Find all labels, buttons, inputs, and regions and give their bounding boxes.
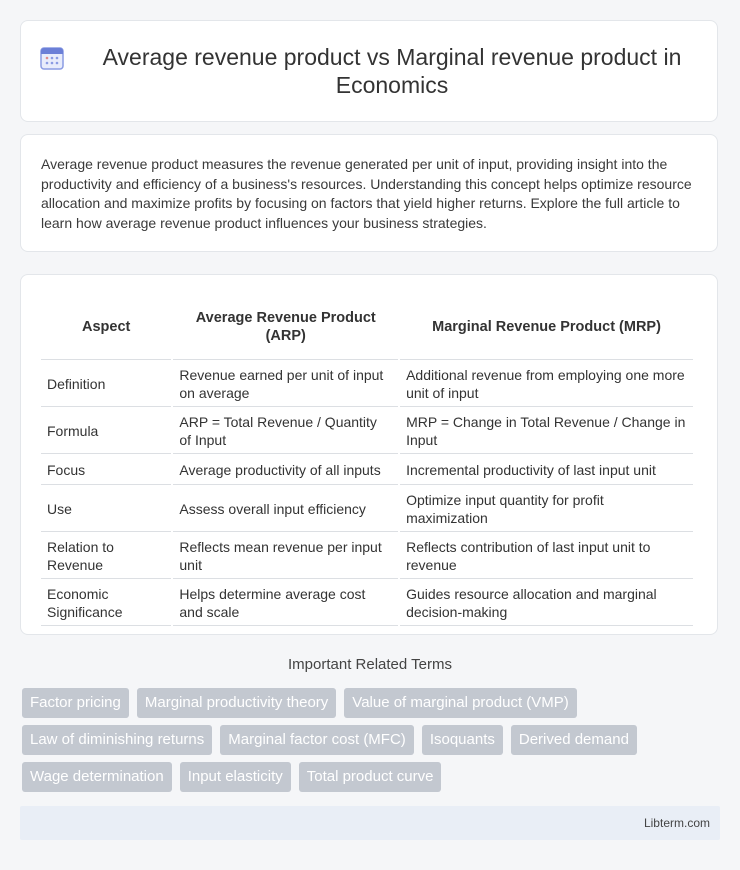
table-cell-arp: Assess overall input efficiency: [173, 487, 398, 532]
comparison-table: [39, 293, 695, 628]
table-cell-mrp: Optimize input quantity for profit maximization: [400, 487, 693, 532]
tag-wage-determination[interactable]: Wage determination: [22, 762, 172, 792]
tag-row: [22, 688, 722, 718]
table-row: [41, 456, 693, 485]
table-cell-aspect: Formula: [41, 409, 171, 454]
tag-row: [22, 762, 722, 792]
tag-marginal-factor-cost[interactable]: Marginal factor cost (MFC): [220, 725, 414, 755]
footer-site-link[interactable]: Libterm.com: [643, 816, 710, 830]
page-title: Average revenue product vs Marginal revenue product in Economics: [102, 44, 682, 98]
intro-card: [20, 134, 718, 252]
tag-total-product-curve[interactable]: Total product curve: [299, 762, 442, 792]
table-cell-mrp: Guides resource allocation and marginal decision-making: [400, 581, 693, 626]
footer: [20, 806, 720, 840]
table-cell-arp: Reflects mean revenue per input unit: [173, 534, 398, 579]
table-cell-aspect: Economic Significance: [41, 581, 171, 626]
tag-law-of-diminishing-returns[interactable]: Law of diminishing returns: [22, 725, 212, 755]
table-header-row: [41, 295, 693, 360]
comparison-table-card: [20, 274, 718, 635]
table-row: [41, 534, 693, 579]
table-row: [41, 581, 693, 626]
tag-row: [22, 725, 722, 755]
table-cell-arp: ARP = Total Revenue / Quantity of Input: [173, 409, 398, 454]
table-cell-arp: Average productivity of all inputs: [173, 456, 398, 485]
header-aspect: Aspect: [41, 295, 171, 360]
table-row: [41, 362, 693, 407]
tag-input-elasticity[interactable]: Input elasticity: [180, 762, 291, 792]
table-cell-mrp: Incremental productivity of last input unit: [400, 456, 693, 485]
header-mrp: Marginal Revenue Product (MRP): [400, 295, 693, 360]
table-cell-arp: Revenue earned per unit of input on average: [173, 362, 398, 407]
header-card: [20, 20, 718, 122]
table-cell-aspect: Focus: [41, 456, 171, 485]
table-cell-aspect: Definition: [41, 362, 171, 407]
table-row: [41, 409, 693, 454]
intro-text: Average revenue product measures the revenue generated per unit of input, providing insight into the productivity and efficiency of a business's resources. Understanding this concept helps optimize resource allocation and maximize profits by focusing on factors that yield higher returns. Explore the full article to learn how average revenue product influences your business strategies.: [41, 156, 692, 231]
header-inner: [39, 43, 699, 99]
tag-value-of-marginal-product[interactable]: Value of marginal product (VMP): [344, 688, 576, 718]
table-cell-mrp: MRP = Change in Total Revenue / Change in Input: [400, 409, 693, 454]
table-cell-arp: Helps determine average cost and scale: [173, 581, 398, 626]
table-row: [41, 487, 693, 532]
tag-isoquants[interactable]: Isoquants: [422, 725, 503, 755]
table-cell-mrp: Reflects contribution of last input unit to revenue: [400, 534, 693, 579]
table-cell-aspect: Relation to Revenue: [41, 534, 171, 579]
calendar-icon: [39, 45, 65, 71]
tag-derived-demand[interactable]: Derived demand: [511, 725, 637, 755]
related-terms-title: Important Related Terms: [288, 656, 452, 673]
tag-factor-pricing[interactable]: Factor pricing: [22, 688, 129, 718]
table-cell-mrp: Additional revenue from employing one more unit of input: [400, 362, 693, 407]
tag-marginal-productivity-theory[interactable]: Marginal productivity theory: [137, 688, 336, 718]
header-arp: Average Revenue Product (ARP): [173, 295, 398, 360]
related-terms-tags: [22, 688, 722, 799]
table-cell-aspect: Use: [41, 487, 171, 532]
